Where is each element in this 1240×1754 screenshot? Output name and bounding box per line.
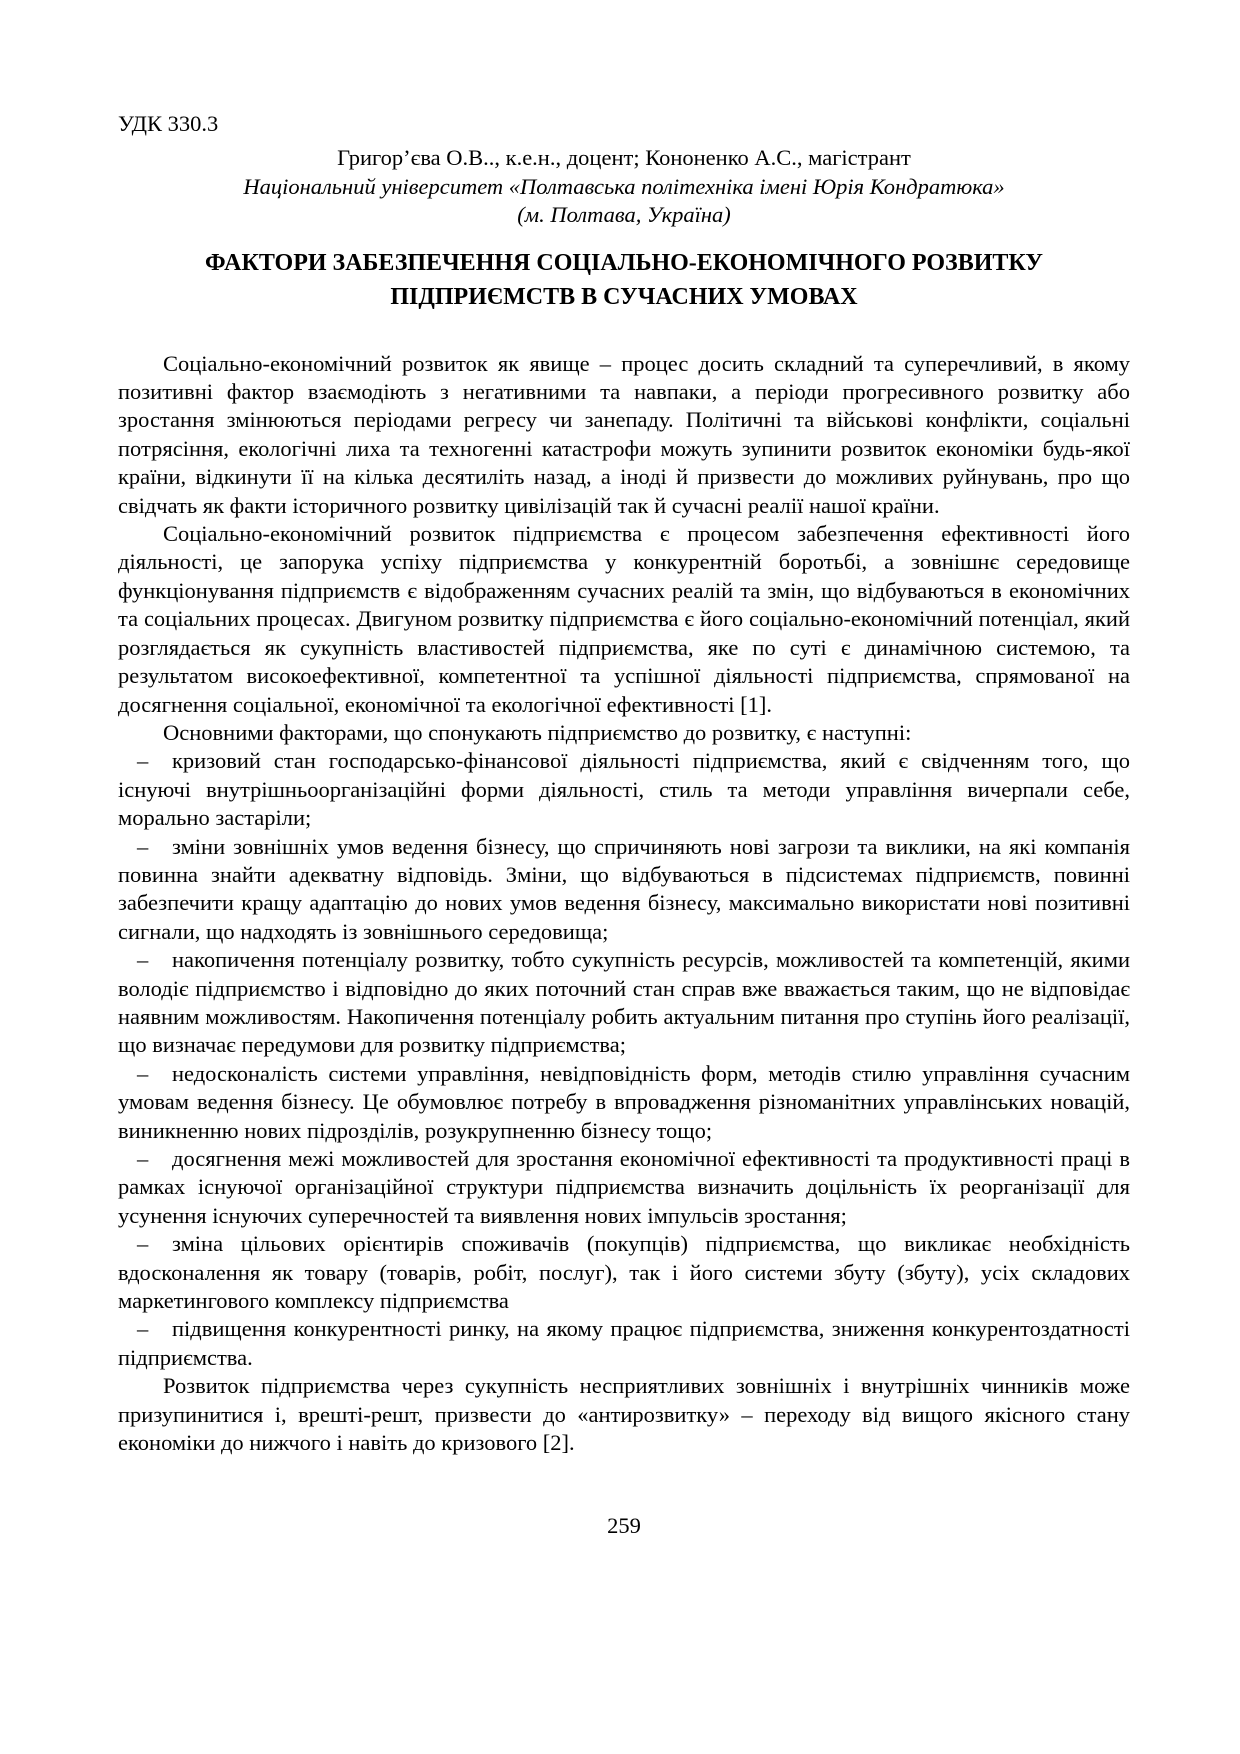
bullet-marker: – xyxy=(137,1146,149,1171)
list-item: – підвищення конкурентності ринку, на якому працює підприємства, зниження конкурентоздатності підприємства. xyxy=(118,1316,1130,1370)
paragraph: Основними факторами, що спонукають підприємство до розвитку, є наступні: xyxy=(163,719,912,745)
bullet-marker: – xyxy=(137,1060,149,1086)
list-item: – недосконалість системи управління, невідповідність форм, методів стилю управління сучасним умовам ведення бізнесу. Це обумовлює потребу в впровадження різноманітних управлінських новацій, виникненню нових підрозділів, розукрупненню бізнесу тощо; xyxy=(118,1060,1130,1143)
bullet-marker: – xyxy=(137,833,149,859)
bullet-marker: – xyxy=(137,748,149,774)
paragraph: Соціально-економічний розвиток як явище – процес досить складний та суперечливий, в якому позитивні фактор взаємодіють з негативними та навпаки, а періоди прогресивного розвитку або зростання змінюються періодами регресу чи занепаду. Політичні та військові конфлікти, соціальні потрясіння, екологічні лиха та техногенні катастрофи можуть зупинити розвиток економіки будь-якої країни, відкинути її на кілька десятиліть назад, а іноді й призвести до можливих руйнувань, про що свідчать як факти історичного розвитку цивілізацій так й сучасні реалії нашої країни. xyxy=(118,350,1130,518)
list-item: – накопичення потенціалу розвитку, тобто сукупність ресурсів, можливостей та компетенцій, якими володіє підприємство і відповідно до яких поточний стан справ вже вважається таким, що не відповідає наявним можливостям. Накопичення потенціалу робить актуальним питання про ступінь його реалізації, що визначає передумови для розвитку підприємства; xyxy=(118,947,1130,1058)
paragraph: Соціально-економічний розвиток підприємства є процесом забезпечення ефективності його діяльності, це запорука успіху підприємства у конкурентній боротьбі, а зовнішнє середовище функціонування підприємств є відображенням сучасних реалій та змін, що відбуваються в економічних та соціальних процесах. Двигуном розвитку підприємства є його соціально-економічний потенціал, який розглядається як сукупність властивостей підприємства, яке по суті є динамічною системою, та результатом високоефективної, компетентної та успішної діяльності підприємства, спрямованої на досягнення соціальної, економічної та екологічної ефективності [1]. xyxy=(118,521,1130,717)
authors-line: Григор’єва О.В.., к.е.н., доцент; Кононенко А.С., магістрант xyxy=(337,145,911,171)
article-title: ФАКТОРИ ЗАБЕЗПЕЧЕННЯ СОЦІАЛЬНО-ЕКОНОМІЧНОГО РОЗВИТКУ ПІДПРИЄМСТВ В СУЧАСНИХ УМОВАХ xyxy=(205,249,1043,310)
article-body xyxy=(118,350,1130,1458)
list-item: – зміна цільових орієнтирів споживачів (покупців) підприємства, що викликає необхідність вдосконалення як товару (товарів, робіт, послуг), так і його системи збуту (збуту), усіх складових маркетингового комплексу підприємства xyxy=(118,1231,1130,1314)
paragraph: Розвиток підприємства через сукупність несприятливих зовнішніх і внутрішніх чинників може призупинитися і, врешті-решт, призвести до «антирозвитку» – переходу від вищого якісного стану економіки до нижчого і навіть до кризового [2]. xyxy=(118,1373,1130,1456)
page-number: 259 xyxy=(607,1513,641,1539)
udc-code: УДК 330.3 xyxy=(118,111,219,136)
location-line: (м. Полтава, Україна) xyxy=(517,202,731,228)
bullet-marker: – xyxy=(137,947,149,973)
list-item: – досягнення межі можливостей для зростання економічної ефективності та продуктивності праці в рамках існуючої організаційної структури підприємства визначить доцільність їх реорганізації для усунення існуючих суперечностей та виявлення нових імпульсів зростання; xyxy=(118,1146,1130,1228)
bullet-marker: – xyxy=(137,1231,149,1257)
bullet-marker: – xyxy=(137,1316,149,1342)
list-item: – зміни зовнішніх умов ведення бізнесу, що спричиняють нові загрози та виклики, на які компанія повинна знайти адекватну відповідь. Зміни, що відбуваються в підсистемах підприємств, повинні забезпечити кращу адаптацію до нових умов ведення бізнесу, максимально використати нові позитивні сигнали, що надходять із зовнішнього середовища; xyxy=(118,833,1130,944)
list-item: – кризовий стан господарсько-фінансової діяльності підприємства, який є свідченням того, що існуючі внутрішньоорганізаційні форми діяльності, стиль та методи управління вичерпали себе, морально застаріли; xyxy=(118,748,1130,831)
affiliation-line: Національний університет «Полтавська політехніка імені Юрія Кондратюка» xyxy=(243,173,1005,199)
